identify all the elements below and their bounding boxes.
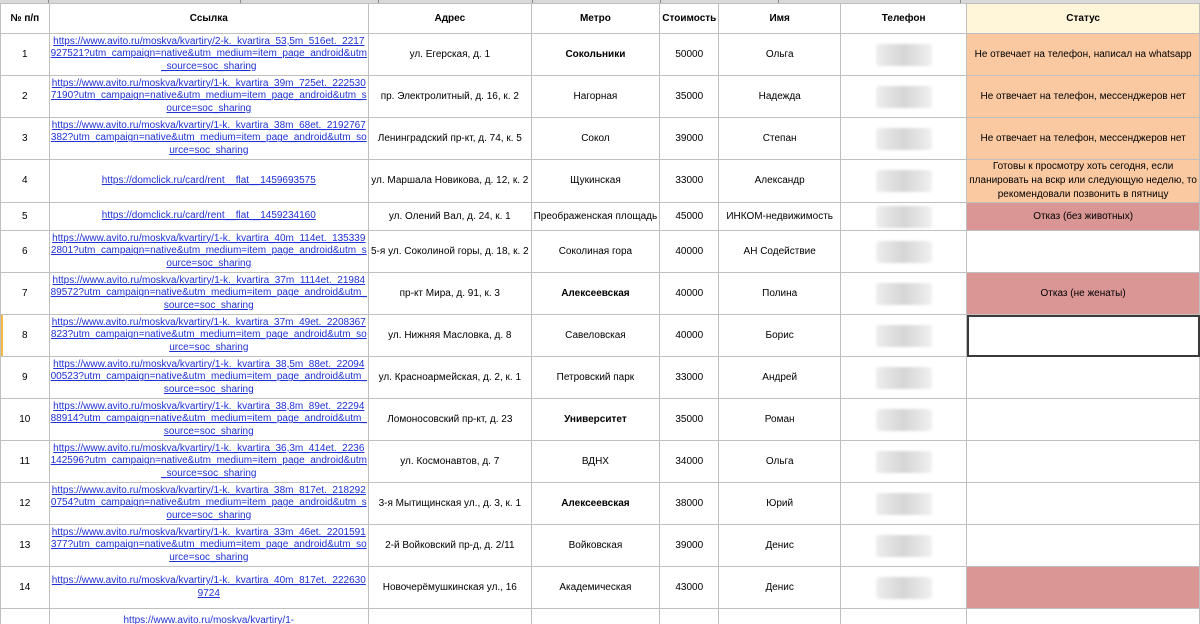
cell-metro[interactable]: Савеловская (531, 315, 660, 357)
cell-cost[interactable]: 40000 (660, 315, 719, 357)
cell-address[interactable]: ул. Нижняя Масловка, д. 8 (369, 315, 532, 357)
cell-num[interactable]: 8 (1, 315, 50, 357)
cell-address[interactable]: 5-я ул. Соколиной горы, д. 18, к. 2 (369, 231, 532, 273)
listing-link[interactable]: https://www.avito.ru/moskva/kvartiry/1-k._kvartira_37m_49et._2208367823?utm_campaign=native&utm_medium=item_page_android&utm_source=soc_sharing (50, 316, 367, 353)
header-address[interactable]: Адрес (369, 4, 532, 34)
cell-num[interactable]: 10 (1, 399, 50, 441)
cell-status[interactable] (967, 525, 1200, 567)
table-row (1, 441, 1200, 483)
table-row (1, 160, 1200, 203)
cell-num[interactable]: 5 (1, 203, 50, 231)
redacted-phone (876, 409, 932, 431)
cell-link[interactable] (49, 399, 368, 441)
cell-num[interactable]: 6 (1, 231, 50, 273)
cell-cost[interactable]: 39000 (660, 118, 719, 160)
table-row (1, 203, 1200, 231)
cell-link[interactable] (49, 34, 368, 76)
cell-status[interactable] (967, 609, 1200, 624)
redacted-phone (876, 367, 932, 389)
cell-link[interactable] (49, 118, 368, 160)
header-metro[interactable]: Метро (531, 4, 660, 34)
cell-metro[interactable]: Нагорная (531, 76, 660, 118)
header-name[interactable]: Имя (719, 4, 841, 34)
cell-address[interactable]: пр. Электролитный, д. 16, к. 2 (369, 76, 532, 118)
cell-metro[interactable]: Сокольники (531, 34, 660, 76)
cell-num[interactable]: 4 (1, 160, 50, 203)
cell-status[interactable] (967, 399, 1200, 441)
header-num[interactable]: № п/п (1, 4, 50, 34)
cell-link[interactable] (49, 567, 368, 609)
cell-cost[interactable]: 33000 (660, 160, 719, 203)
cell-name[interactable]: ИНКОМ-недвижимость (719, 203, 841, 231)
cell-cost[interactable]: 33000 (660, 357, 719, 399)
cell-cost[interactable]: 45000 (660, 203, 719, 231)
redacted-phone (876, 86, 932, 108)
cell-cost[interactable]: 35000 (660, 399, 719, 441)
cell-status[interactable]: Не отвечает на телефон, мессенджеров нет (967, 76, 1200, 118)
cell-name[interactable] (719, 609, 841, 624)
cell-link[interactable] (49, 441, 368, 483)
listing-link[interactable]: https://www.avito.ru/moskva/kvartiry/1- (123, 614, 295, 624)
cell-phone[interactable] (841, 567, 967, 609)
redacted-phone (876, 493, 932, 515)
redacted-phone (876, 325, 932, 347)
cell-name[interactable]: Ольга (719, 34, 841, 76)
cell-phone[interactable] (841, 315, 967, 357)
cell-metro[interactable]: Академическая (531, 567, 660, 609)
cell-metro[interactable] (531, 609, 660, 624)
table-row (1, 118, 1200, 160)
cell-address[interactable]: ул. Космонавтов, д. 7 (369, 441, 532, 483)
listing-link[interactable]: https://www.avito.ru/moskva/kvartiry/1-k._kvartira_38,5m_88et._2209400523?utm_campaign=native&utm_medium=item_page_android&utm_source=soc_sharing (50, 358, 367, 395)
cell-num[interactable]: 11 (1, 441, 50, 483)
cell-metro[interactable]: Щукинская (531, 160, 660, 203)
cell-address[interactable]: ул. Красноармейская, д. 2, к. 1 (369, 357, 532, 399)
table-row (1, 567, 1200, 609)
cell-address[interactable]: 3-я Мытищинская ул., д. 3, к. 1 (369, 483, 532, 525)
cell-phone[interactable] (841, 609, 967, 624)
listing-link[interactable]: https://www.avito.ru/moskva/kvartiry/1-k._kvartira_40m_817et._2226309724 (51, 575, 366, 599)
listing-link[interactable]: https://www.avito.ru/moskva/kvartiry/1-k._kvartira_40m_114et._1353392801?utm_campaign=native&utm_medium=item_page_android&utm_source=soc_sharing (50, 232, 367, 269)
listing-link[interactable]: https://www.avito.ru/moskva/kvartiry/1-k._kvartira_36,3m_414et._2236142596?utm_campaign=native&utm_medium=item_page_android&utm_source=soc_sharing (50, 442, 367, 479)
cell-metro[interactable]: Преображенская площадь (531, 203, 660, 231)
cell-address[interactable]: 2-й Войковский пр-д, д. 2/11 (369, 525, 532, 567)
cell-num[interactable]: 2 (1, 76, 50, 118)
cell-link[interactable] (49, 231, 368, 273)
cell-status[interactable]: Не отвечает на телефон, написал на whatsapp (967, 34, 1200, 76)
listing-link[interactable]: https://www.avito.ru/moskva/kvartiry/1-k._kvartira_37m_1114et._2198489572?utm_campaign=native&utm_medium=item_page_android&utm_source=soc_sharing (50, 274, 367, 311)
listing-link[interactable]: https://domclick.ru/card/rent__flat__1459693575 (101, 174, 316, 186)
listing-link[interactable]: https://www.avito.ru/moskva/kvartiry/1-k._kvartira_39m_725et._2225307190?utm_campaign=native&utm_medium=item_page_android&utm_source=soc_sharing (50, 77, 367, 114)
cell-address[interactable]: ул. Маршала Новикова, д. 12, к. 2 (369, 160, 532, 203)
cell-phone[interactable] (841, 525, 967, 567)
header-status[interactable]: Статус (967, 4, 1200, 34)
cell-cost[interactable]: 50000 (660, 34, 719, 76)
redacted-phone (876, 206, 932, 228)
table-row (1, 483, 1200, 525)
cell-cost[interactable]: 43000 (660, 567, 719, 609)
cell-cost[interactable]: 38000 (660, 483, 719, 525)
cell-address[interactable]: Ломоносовский пр-кт, д. 23 (369, 399, 532, 441)
header-link[interactable]: Ссылка (49, 4, 368, 34)
cell-address[interactable]: ул. Олений Вал, д. 24, к. 1 (369, 203, 532, 231)
cell-metro[interactable]: ВДНХ (531, 441, 660, 483)
cell-num[interactable]: 12 (1, 483, 50, 525)
header-row (1, 4, 1200, 34)
table-row (1, 34, 1200, 76)
cell-status[interactable]: Отказ (без животных) (967, 203, 1200, 231)
listing-link[interactable]: https://domclick.ru/card/rent__flat__1459234160 (101, 210, 316, 222)
cell-link[interactable] (49, 273, 368, 315)
table-body (1, 34, 1200, 624)
cell-phone[interactable] (841, 273, 967, 315)
listing-link[interactable]: https://www.avito.ru/moskva/kvartiry/1-k._kvartira_38,8m_89et._2229488914?utm_campaign=native&utm_medium=item_page_android&utm_source=soc_sharing (50, 400, 367, 437)
listing-link[interactable]: https://www.avito.ru/moskva/kvartiry/2-k._kvartira_53,5m_516et._2217927521?utm_campaign=native&utm_medium=item_page_android&utm_source=soc_sharing (50, 35, 367, 72)
cell-phone[interactable] (841, 76, 967, 118)
cell-link[interactable] (49, 483, 368, 525)
cell-metro[interactable]: Петровский парк (531, 357, 660, 399)
cell-link[interactable] (49, 357, 368, 399)
cell-num[interactable]: 3 (1, 118, 50, 160)
cell-name[interactable]: Андрей (719, 357, 841, 399)
redacted-phone (876, 535, 932, 557)
cell-status[interactable] (967, 231, 1200, 273)
cell-name[interactable]: Денис (719, 525, 841, 567)
cell-num[interactable] (1, 609, 50, 624)
cell-address[interactable]: Новочерёмушкинская ул., 16 (369, 567, 532, 609)
cell-phone[interactable] (841, 399, 967, 441)
cell-link[interactable] (49, 609, 368, 624)
listings-table (0, 3, 1200, 624)
listing-link[interactable]: https://www.avito.ru/moskva/kvartiry/1-k._kvartira_38m_817et._2182920754?utm_campaign=native&utm_medium=item_page_android&utm_source=soc_sharing (50, 484, 367, 521)
cell-num[interactable]: 9 (1, 357, 50, 399)
cell-status[interactable]: Отказ (не женаты) (967, 273, 1200, 315)
cell-cost[interactable]: 34000 (660, 441, 719, 483)
header-cost[interactable]: Стоимость (660, 4, 719, 34)
cell-name[interactable]: Роман (719, 399, 841, 441)
redacted-phone (876, 283, 932, 305)
cell-metro[interactable]: Алексеевская (531, 273, 660, 315)
table-row (1, 609, 1200, 624)
redacted-phone (876, 44, 932, 66)
cell-status[interactable] (967, 357, 1200, 399)
cell-link[interactable] (49, 525, 368, 567)
cell-status[interactable]: Готовы к просмотру хоть сегодня, если планировать на вскр или следующую неделю, то рекомендовали позвонить в пятницу (967, 160, 1200, 203)
table-row (1, 273, 1200, 315)
cell-cost[interactable]: 40000 (660, 273, 719, 315)
cell-cost[interactable]: 40000 (660, 231, 719, 273)
cell-phone[interactable] (841, 231, 967, 273)
cell-status[interactable] (967, 441, 1200, 483)
cell-phone[interactable] (841, 160, 967, 203)
header-phone[interactable]: Телефон (841, 4, 967, 34)
cell-metro[interactable]: Соколиная гора (531, 231, 660, 273)
listing-link[interactable]: https://www.avito.ru/moskva/kvartiry/1-k._kvartira_38m_68et._2192767382?utm_campaign=native&utm_medium=item_page_android&utm_source=soc_sharing (50, 119, 367, 156)
cell-address[interactable]: пр-кт Мира, д. 91, к. 3 (369, 273, 532, 315)
cell-name[interactable]: Юрий (719, 483, 841, 525)
redacted-phone (876, 128, 932, 150)
redacted-phone (876, 241, 932, 263)
cell-cost[interactable]: 39000 (660, 525, 719, 567)
redacted-phone (876, 577, 932, 599)
cell-name[interactable]: Степан (719, 118, 841, 160)
cell-address[interactable] (369, 609, 532, 624)
cell-address[interactable]: ул. Егерская, д. 1 (369, 34, 532, 76)
cell-metro[interactable]: Университет (531, 399, 660, 441)
redacted-phone (876, 451, 932, 473)
cell-phone[interactable] (841, 441, 967, 483)
cell-name[interactable]: Ольга (719, 441, 841, 483)
cell-link[interactable] (49, 160, 368, 203)
cell-status[interactable] (967, 483, 1200, 525)
cell-metro[interactable]: Алексеевская (531, 483, 660, 525)
table-row (1, 525, 1200, 567)
cell-name[interactable]: АН Содействие (719, 231, 841, 273)
table-row (1, 231, 1200, 273)
cell-status[interactable] (967, 567, 1200, 609)
cell-phone[interactable] (841, 483, 967, 525)
cell-metro[interactable]: Войковская (531, 525, 660, 567)
table-row (1, 76, 1200, 118)
cell-name[interactable]: Денис (719, 567, 841, 609)
cell-num[interactable]: 7 (1, 273, 50, 315)
cell-cost[interactable] (660, 609, 719, 624)
cell-num[interactable]: 14 (1, 567, 50, 609)
redacted-phone (876, 170, 932, 192)
table-row (1, 357, 1200, 399)
table-row (1, 399, 1200, 441)
cell-link[interactable] (49, 315, 368, 357)
cell-link[interactable] (49, 76, 368, 118)
cell-phone[interactable] (841, 118, 967, 160)
cell-name[interactable]: Александр (719, 160, 841, 203)
cell-cost[interactable]: 35000 (660, 76, 719, 118)
table-row (1, 315, 1200, 357)
cell-name[interactable]: Надежда (719, 76, 841, 118)
cell-num[interactable]: 13 (1, 525, 50, 567)
cell-num[interactable]: 1 (1, 34, 50, 76)
cell-address[interactable]: Ленинградский пр-кт, д. 74, к. 5 (369, 118, 532, 160)
cell-status[interactable]: Не отвечает на телефон, мессенджеров нет (967, 118, 1200, 160)
listing-link[interactable]: https://www.avito.ru/moskva/kvartiry/1-k._kvartira_33m_46et._2201591377?utm_campaign=native&utm_medium=item_page_android&utm_source=soc_sharing (50, 526, 367, 563)
cell-phone[interactable] (841, 34, 967, 76)
cell-phone[interactable] (841, 203, 967, 231)
cell-link[interactable] (49, 203, 368, 231)
cell-name[interactable]: Полина (719, 273, 841, 315)
cell-name[interactable]: Борис (719, 315, 841, 357)
cell-metro[interactable]: Сокол (531, 118, 660, 160)
cell-status[interactable] (967, 315, 1200, 357)
cell-phone[interactable] (841, 357, 967, 399)
